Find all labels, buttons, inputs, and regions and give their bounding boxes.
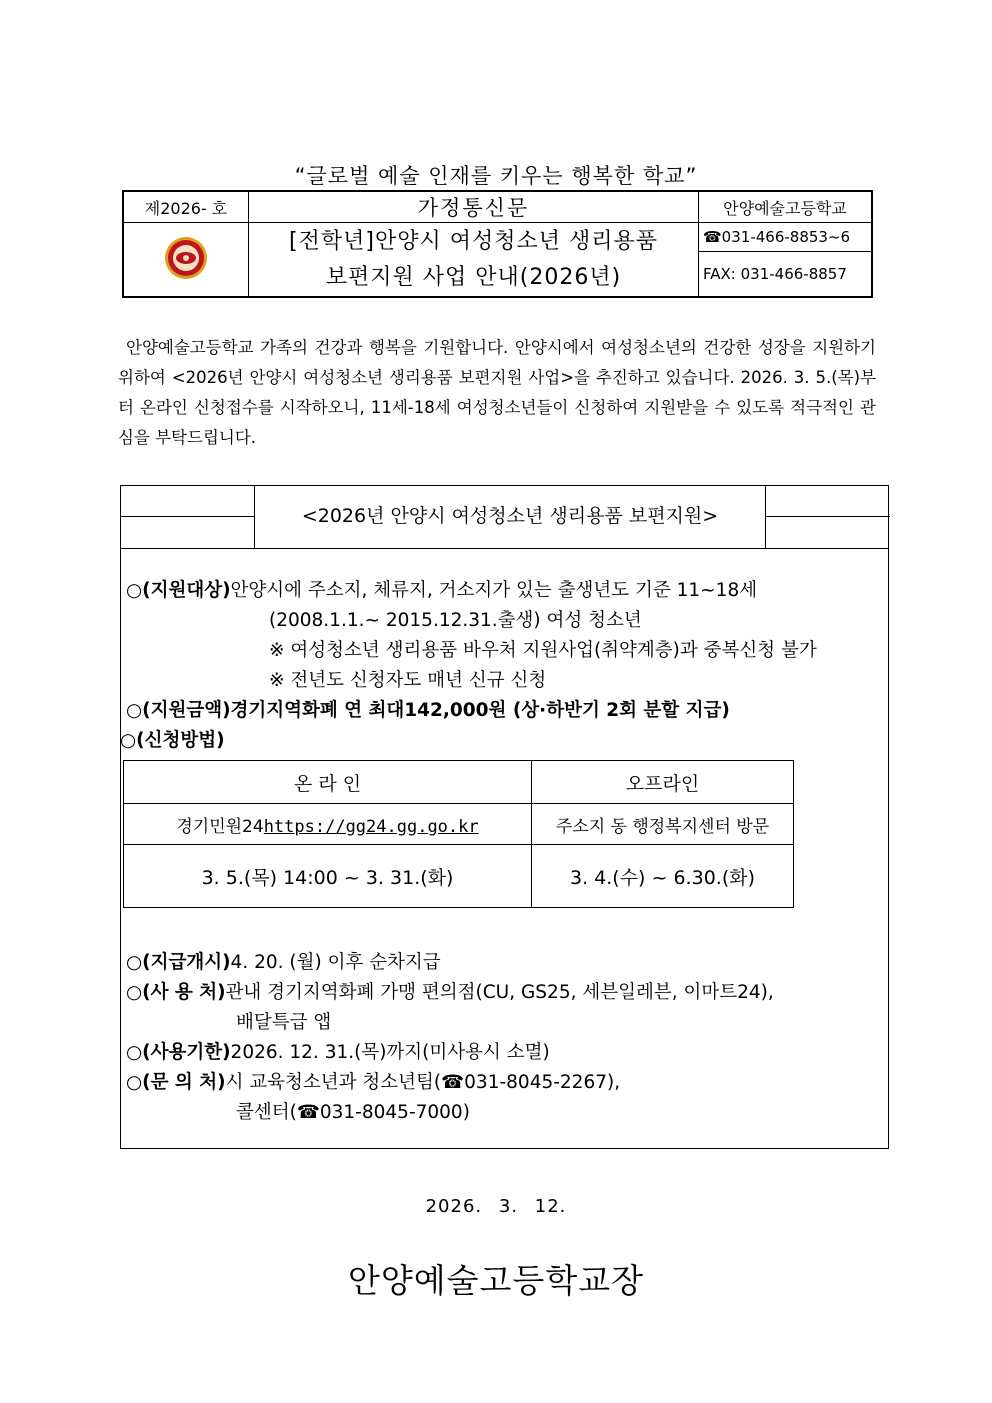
document-number: 제2026- 호 [123, 191, 249, 223]
offline-header: 오프라인 [532, 761, 794, 804]
intro-text: 안양예술고등학교 가족의 건강과 행복을 기원합니다. 안양시에서 여성청소년의 건강한 성장을 지원하기 위하여 <2026년 안양시 여성청소년 생리용품 보편지원 사업>을 추진하고 있습니다. 2026. 3. 5.(목)부터 온라인 신청접수를 시작하오니, 11세-18세 여성청소년들이 신청하여 지원받을 수 있도록 적극적인 관심을 부탁드립니다. [118, 338, 876, 447]
expiry-label: ○(사용기한) [126, 1042, 231, 1063]
payment-start-text: 4. 20. (월) 이후 순차지급 [230, 952, 441, 973]
school-logo-cell [123, 223, 249, 298]
school-name: 안양예술고등학교 [699, 191, 873, 223]
document-kind: 가정통신문 [249, 191, 699, 223]
payment-start-line [126, 948, 441, 974]
telephone: ☎031-466-8853~6 [699, 223, 873, 252]
contact-line [126, 1068, 620, 1094]
online-site-name: 경기민원24 [176, 816, 264, 837]
amount-label: ○(지원금액) [126, 700, 231, 721]
letter-title-line-1: [전학년]안양시 여성청소년 생리용품 [289, 228, 658, 254]
method-label: ○(신청방법) [120, 730, 225, 751]
principal-signature: 안양예술고등학교장 [348, 1261, 644, 1300]
expiry-text: 2026. 12. 31.(목)까지(미사용시 소멸) [230, 1042, 550, 1063]
offline-period: 3. 4.(수) ~ 6.30.(화) [532, 845, 794, 908]
intro-paragraph [118, 333, 876, 453]
title-side-line-right [766, 516, 890, 517]
online-site [124, 804, 532, 845]
contact-text: 시 교육청소년과 청소년팀(☎031-8045-2267), [225, 1072, 621, 1093]
fax: FAX: 031-466-8857 [699, 252, 873, 298]
target-label: ○(지원대상) [126, 580, 231, 601]
renewal-note: ※ 전년도 신청자도 매년 신규 신청 [269, 670, 547, 691]
box-title: <2026년 안양시 여성청소년 생리용품 보편지원> [254, 485, 766, 548]
target-line [126, 576, 757, 602]
letter-header-table [122, 190, 873, 298]
usage-place-label: ○(사 용 처) [126, 982, 226, 1003]
contact-line-2: 콜센터(☎031-8045-7000) [236, 1102, 470, 1123]
offline-site: 주소지 동 행정복지센터 방문 [532, 804, 794, 845]
letter-title [249, 223, 699, 298]
school-motto: “글로벌 예술 인재를 키우는 행복한 학교” [294, 164, 698, 188]
target-birth-range: (2008.1.1.~ 2015.12.31.출생) 여성 청소년 [269, 610, 642, 631]
contact-label: ○(문 의 처) [126, 1072, 226, 1093]
expiry-line [126, 1038, 550, 1064]
online-url-link[interactable]: https://gg24.gg.go.kr [263, 816, 479, 837]
box-title-row [121, 486, 888, 549]
school-logo-icon [163, 235, 209, 281]
amount-text: 경기지역화폐 연 최대142,000원 (상·하반기 2회 분할 지급) [230, 700, 730, 721]
payment-start-label: ○(지급개시) [126, 952, 231, 973]
usage-place-line-2: 배달특급 앱 [236, 1012, 332, 1033]
usage-place-line [126, 978, 774, 1004]
duplicate-note: ※ 여성청소년 생리용품 바우처 지원사업(취약계층)과 중복신청 불가 [269, 640, 817, 661]
target-text: 안양시에 주소지, 체류지, 거소지가 있는 출생년도 기준 11~18세 [230, 580, 758, 601]
issue-date: 2026. 3. 12. [425, 1196, 567, 1217]
application-method-table [123, 760, 794, 908]
online-header: 온 라 인 [124, 761, 532, 804]
online-period: 3. 5.(목) 14:00 ~ 3. 31.(화) [124, 845, 532, 908]
usage-place-text: 관내 경기지역화폐 가맹 편의점(CU, GS25, 세븐일레븐, 이마트24), [225, 982, 774, 1003]
letter-title-line-2: 보편지원 사업 안내(2026년) [325, 264, 622, 290]
title-side-line-left [121, 516, 254, 517]
amount-line [126, 696, 730, 722]
